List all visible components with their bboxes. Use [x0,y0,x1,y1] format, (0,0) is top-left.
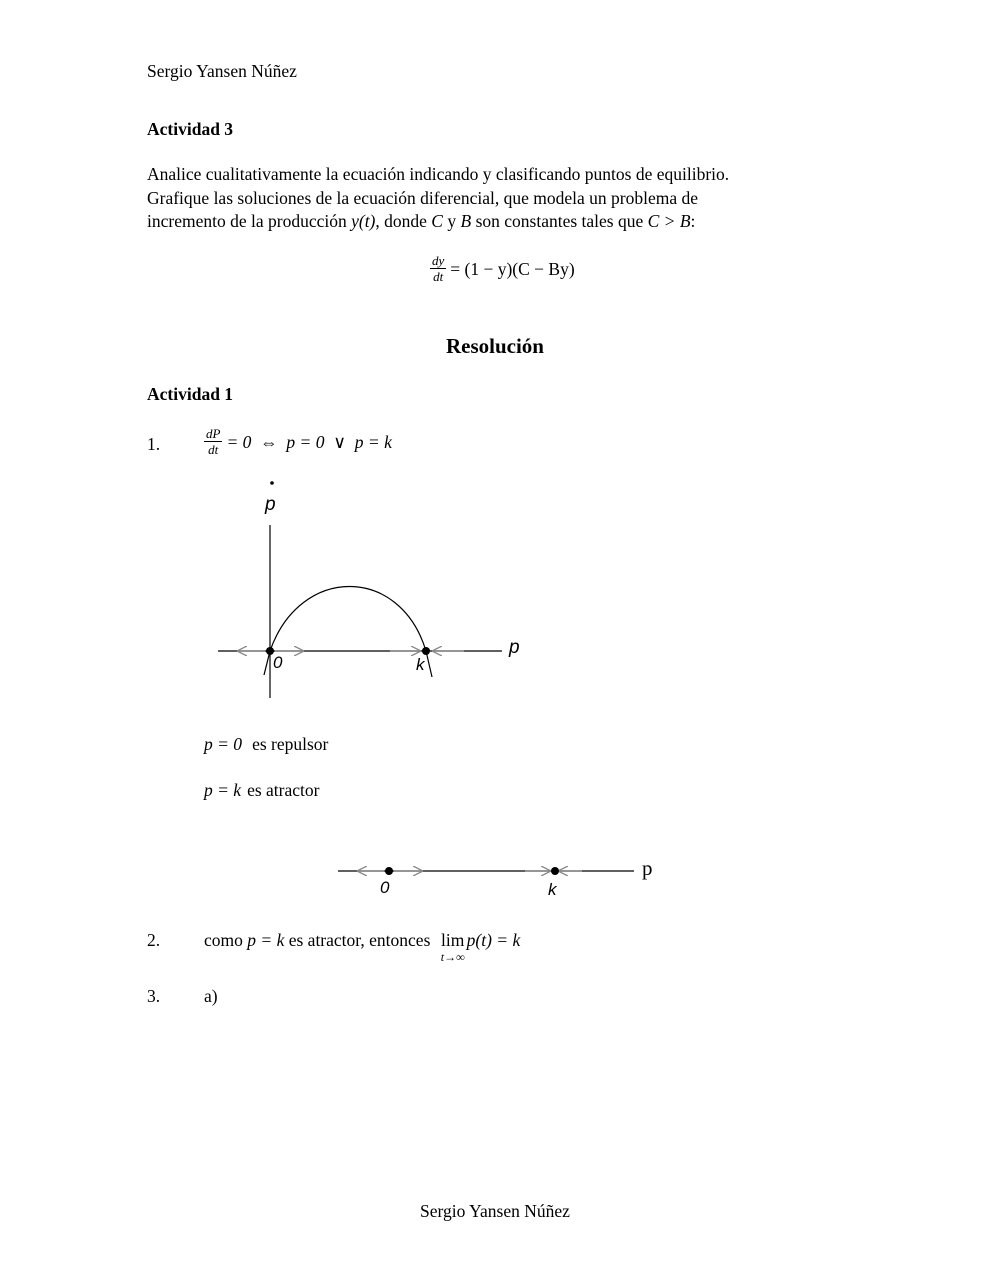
phase-zero-label: 0 [380,878,390,897]
activity3-statement [147,163,844,234]
k-label: k [416,655,425,674]
parabola-curve [270,587,426,652]
phase-k-label: k [548,880,557,899]
derivative-dot [270,481,274,485]
limit-operator: lim t→∞ [440,930,465,964]
note-repulsor: p = 0 es repulsor [204,734,329,754]
activity1-title: Actividad 1 [147,384,234,404]
item3-part-a: a) [204,986,218,1006]
phase-zero-dot [385,867,393,875]
statement-line-3: incremento de la producción y(t), donde C y B son constantes tales que C > B: [147,211,696,231]
item1-number: 1. [147,434,161,454]
equilibrium-k-dot [422,647,430,655]
resolution-heading: Resolución [445,334,544,358]
item1-equation: $\frac{dP}{dt}$ = 0 ⇔ p = 0 ∨ p = k [206,426,392,457]
item3-number: 3. [147,986,161,1006]
phase-k-dot [551,867,559,875]
phase-line [330,845,670,905]
x-axis-label: p [509,637,520,658]
differential-equation [430,254,575,283]
statement-line-1: Analice cualitativamente la ecuación indicando y clasificando puntos de equilibrio. [147,164,730,184]
statement-line-2: Grafique las soluciones de la ecuación diferencial, que modela un problema de [147,187,699,208]
item2-number: 2. [147,930,161,950]
activity3-title: Actividad 3 [147,119,234,139]
item1-fraction: $\frac{dP}{dt}$ [206,426,221,457]
origin-label: 0 [273,653,283,672]
phase-graph [200,470,540,705]
curve-tail-right [426,651,432,677]
note-atractor: p = k es atractor [204,780,320,800]
y-axis-label: p [265,494,276,515]
derivative-fraction: $\frac{dy}{dt}$ [432,253,445,284]
page-footer: Sergio Yansen Núñez [420,1201,570,1221]
phase-axis-label: p [642,856,653,880]
item2-statement: como p = k es atractor, entonces lim t→∞ p(t) = k [204,930,521,964]
equation-rhs: = (1 − y)(C − By) [450,258,575,279]
page-header: Sergio Yansen Núñez [147,61,297,81]
